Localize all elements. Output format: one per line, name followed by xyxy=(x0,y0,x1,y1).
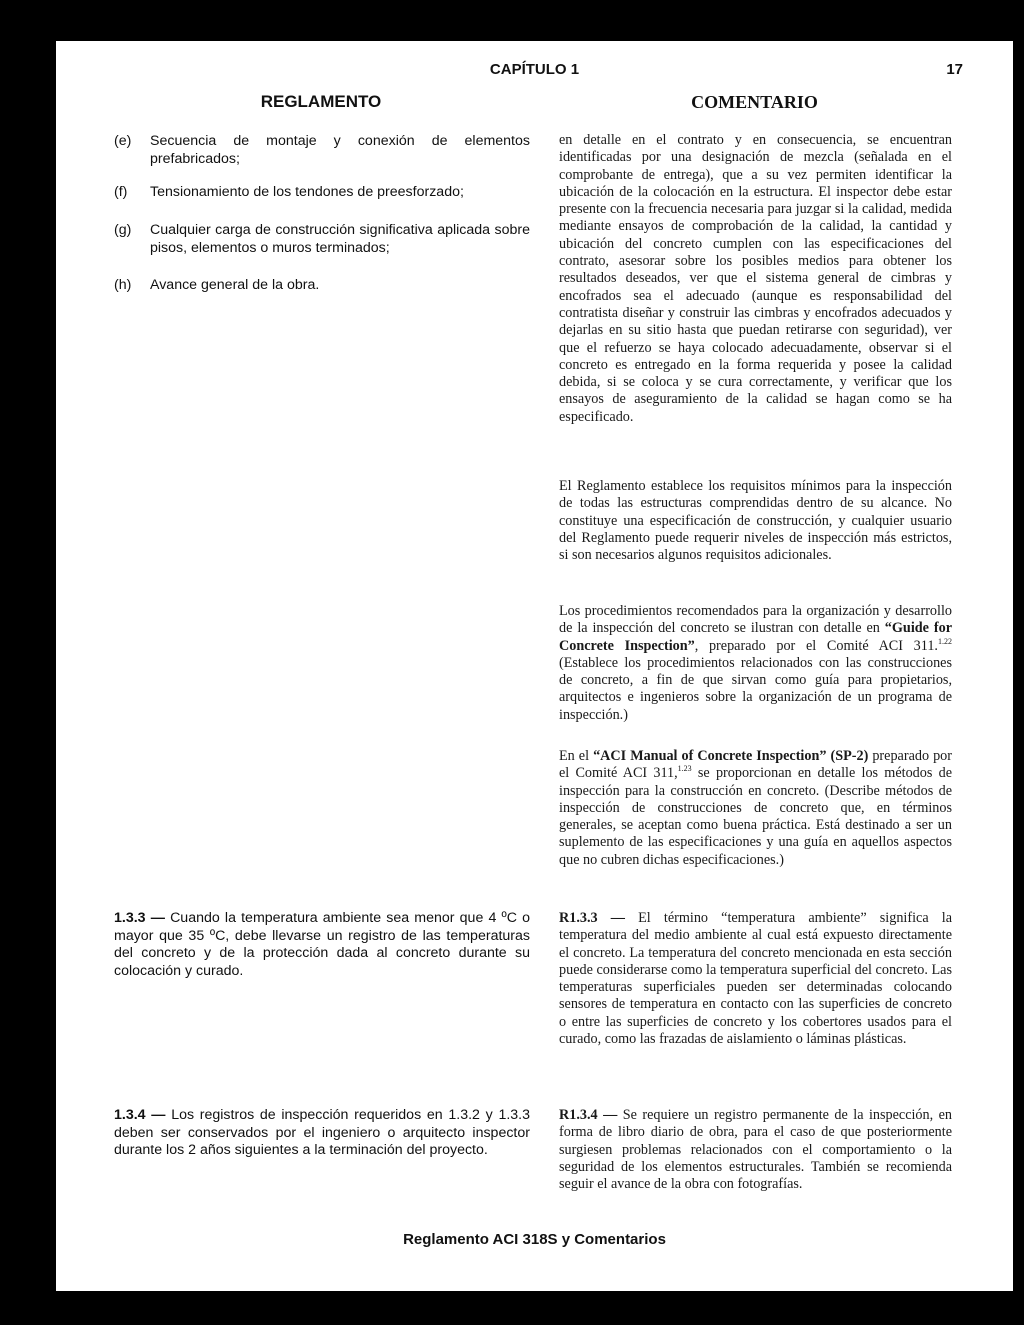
section-number: 1.3.3 — xyxy=(114,910,165,926)
paragraph-text: preparado por el Comité ACI 311, xyxy=(559,748,952,782)
reglamento-list-h xyxy=(114,277,530,295)
item-text: Tensionamiento de los tendones de preesforzado; xyxy=(150,184,464,200)
item-text: Avance general de la obra. xyxy=(150,277,320,293)
commentary-paragraph-1 xyxy=(559,132,952,426)
reference-superscript: 1.23 xyxy=(677,764,692,774)
comentario-heading: COMENTARIO xyxy=(691,92,818,112)
section-text: Se requiere un registro permanente de la inspección, en forma de libro diario de obra, para el caso de que posteriormente surgiesen problemas relacionados con el comportamiento o la seguridad de los elementos estructurales. También se recomienda seguir el avance de la obra con fotografías. xyxy=(559,1107,953,1193)
item-label: (f) xyxy=(114,184,128,200)
commentary-paragraph-2 xyxy=(559,478,952,564)
section-number: R1.3.3 — xyxy=(559,910,625,926)
section-text: Los registros de inspección requeridos en 1.3.2 y 1.3.3 deben ser conservados por el ingeniero o arquitecto inspector durante los 2 años siguientes a la terminación del proyecto. xyxy=(114,1107,530,1158)
list-item-h xyxy=(114,277,530,295)
reglamento-heading: REGLAMENTO xyxy=(260,92,382,111)
section-number: R1.3.4 — xyxy=(559,1107,618,1123)
reglamento-list xyxy=(114,133,530,168)
section-text: El término “temperatura ambiente” significa la temperatura del medio ambiente al cual está expuesto directamente el concreto. La temperatura del concreto mencionada en esta sección puede considerarse como la temperatura superficial del concreto. Las temperaturas superficiales pueden ser determinadas colocando sensores de temperatura en contacto con las superficies de concreto o entre las superficies de concreto y los cobertores usados para el curado, como las frazadas de aislamiento o láminas plásticas. xyxy=(559,910,953,1048)
reference-superscript: 1.22 xyxy=(937,636,952,646)
item-label: (h) xyxy=(114,277,132,293)
publication-title: “ACI Manual of Concrete Inspection” (SP-2) xyxy=(593,748,869,764)
paragraph-text: Los procedimientos recomendados para la organización y desarrollo de la inspección del concreto se ilustran con detalle en xyxy=(559,603,952,637)
section-1-3-3 xyxy=(114,910,530,980)
paragraph-text: El Reglamento establece los requisitos mínimos para la inspección de todas las estructuras comprendidas dentro de su alcance. No constituye una especificación de construcción, y cualquier usuario del Reglamento puede requerir niveles de inspección más estrictos, si son necesarios algunos requisitos adicionales. xyxy=(559,478,952,564)
paragraph-text: En el xyxy=(559,748,594,764)
list-item-e xyxy=(114,133,530,168)
paragraph-text: (Establece los procedimientos relacionados con las construcciones de concreto, a fin de que sirvan como guía para propietarios, arquitectos e ingenieros sobre la organización de un programa de inspección.) xyxy=(559,654,952,723)
publication-title: “Guide for Concrete Inspection” xyxy=(559,620,952,654)
commentary-paragraph-3 xyxy=(559,603,952,724)
paragraph-text: , preparado por el Comité ACI 311. xyxy=(694,637,938,654)
paragraph-text: en detalle en el contrato y en consecuencia, se encuentran identificadas por una designación de mezcla (señalada en el comprobante de entrega), que a su vez permiten identificar la ubicación de la colocación en la estructura. El inspector debe estar presente con la frecuencia necesaria para juzgar si la calidad, medida mediante ensayos de comprobación de la calidad, la cantidad y ubicación del concreto cumplen con las especificaciones del contrato, asesorar sobre los posibles medios para obtener los resultados deseados, ver que el sistema general de cimbras y encofrados sea el adecuado (aunque es responsabilidad del contratista diseñar y construir las cimbras y encofrados adecuados y dejarlas en su sitio hasta que puedan retirarse con seguridad), ver que el refuerzo se haya colocado adecuadamente, observar si el concreto es entregado en la forma requerida y posee la calidad debida, si se coloca y se cura correctamente, y verificar que los ensayos de aseguramiento de la calidad se hagan como se ha especificado. xyxy=(559,132,952,425)
commentary-paragraph-4 xyxy=(559,748,952,869)
item-text: Cualquier carga de construcción significativa aplicada sobre pisos, elementos o muros terminados; xyxy=(150,222,530,256)
section-text: Cuando la temperatura ambiente sea menor que 4 ºC o mayor que 35 ºC, debe llevarse un registro de las temperaturas del concreto y de la protección dada al concreto durante su colocación y curado. xyxy=(114,910,530,979)
list-item-f xyxy=(114,184,530,202)
commentary-r1-3-3 xyxy=(559,910,952,1048)
running-footer: Reglamento ACI 318S y Comentarios xyxy=(403,1231,666,1248)
commentary-r1-3-4 xyxy=(559,1107,952,1193)
document-page xyxy=(56,41,1013,1291)
item-label: (e) xyxy=(114,133,132,149)
item-text: Secuencia de montaje y conexión de elementos prefabricados; xyxy=(150,133,530,167)
chapter-title: CAPÍTULO 1 xyxy=(489,61,580,78)
reglamento-list-f xyxy=(114,184,530,202)
paragraph-text: se proporcionan en detalle los métodos de inspección para la construcción en concreto. (Describe métodos de inspección de construcciones de concreto que, en términos generales, se aceptan como buena práctica. Está destinado a ser un suplemento de las especificaciones y una guía en aquellos aspectos que no cubren dichas especificaciones.) xyxy=(559,765,952,868)
reglamento-list-g xyxy=(114,222,530,257)
section-1-3-4 xyxy=(114,1107,530,1160)
item-label: (g) xyxy=(114,222,132,238)
page-number: 17 xyxy=(946,61,963,78)
list-item-g xyxy=(114,222,530,257)
section-number: 1.3.4 — xyxy=(114,1107,166,1123)
